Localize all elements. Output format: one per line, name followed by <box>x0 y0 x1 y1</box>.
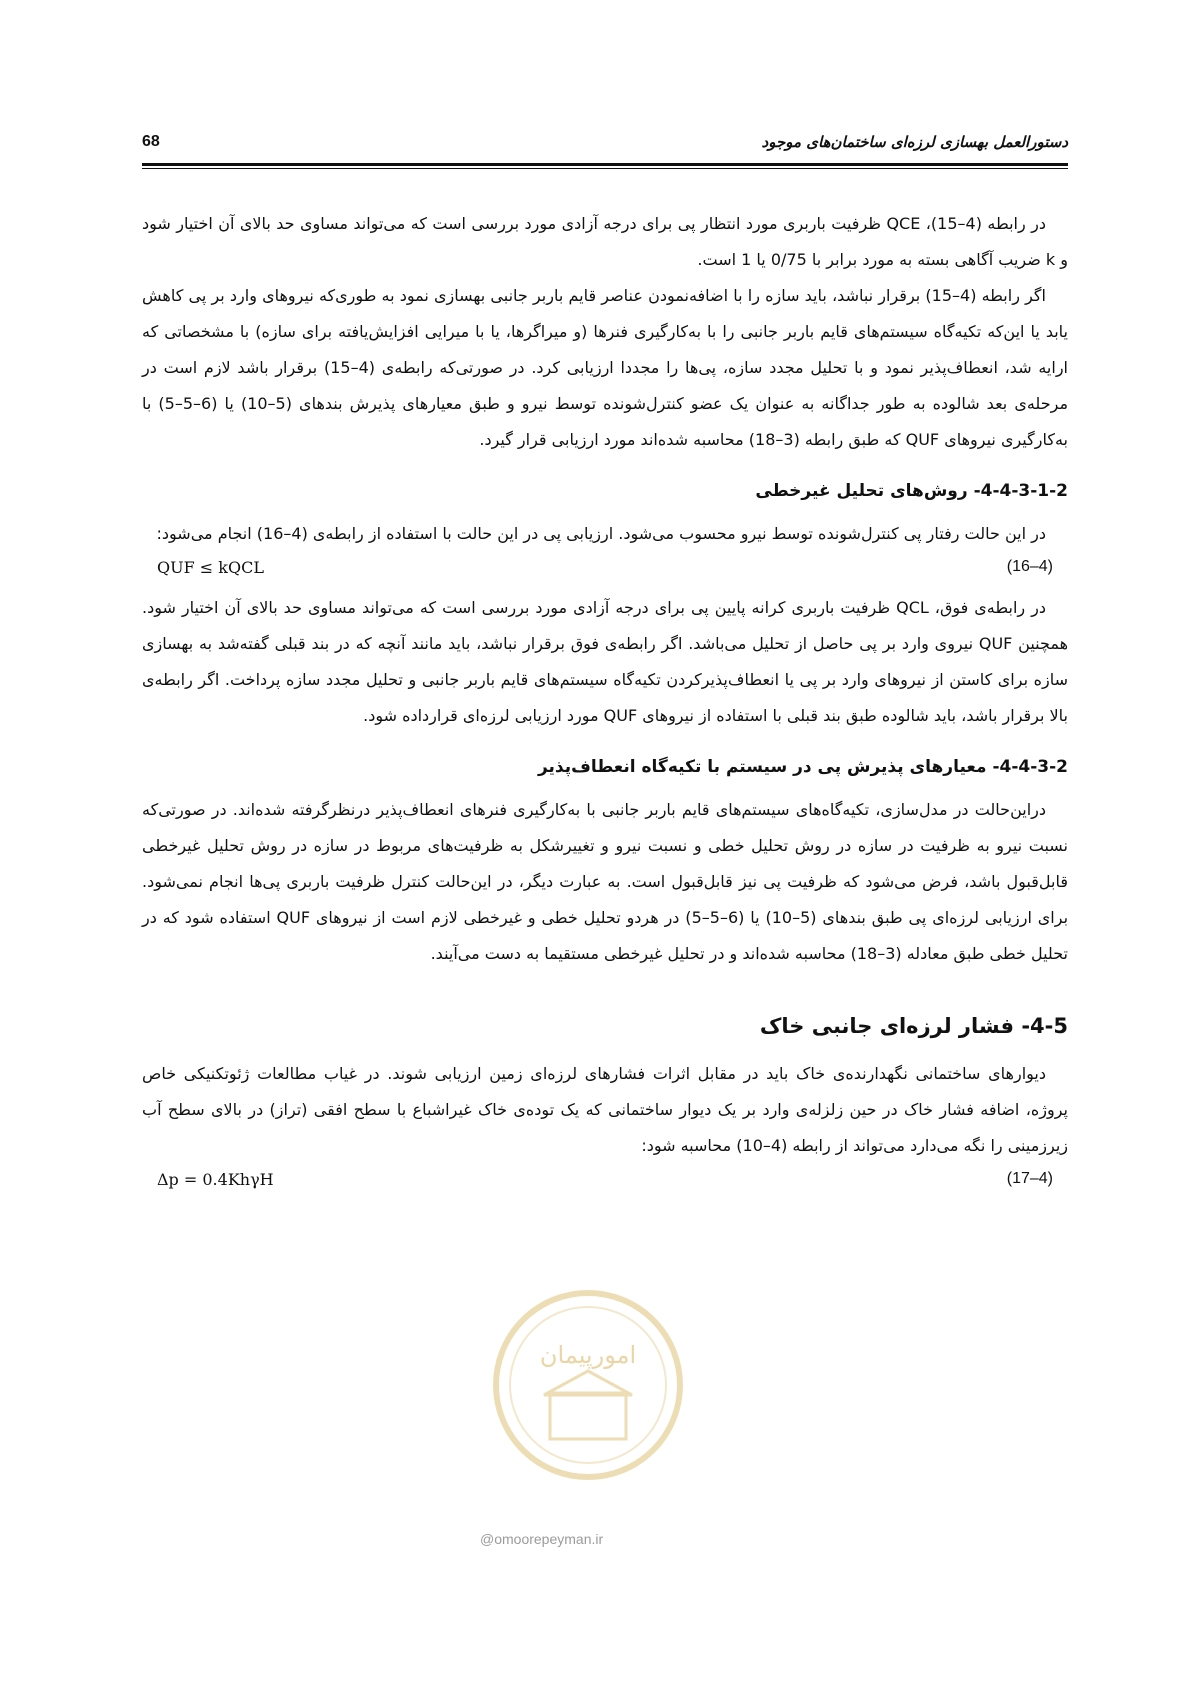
heading-nonlinear-methods: 4-4-3-1-2- روش‌های تحلیل غیرخطی <box>755 481 1068 501</box>
paragraph-nonlinear-intro: در این حالت رفتار پی کنترل‌شونده توسط نیرو محسوب می‌شود. ارزیابی پی در این حالت با استفاده از رابطه‌ی (4–16) انجام می‌شود: <box>156 524 1046 543</box>
page-content <box>142 206 1068 1202</box>
page-header <box>142 133 1068 159</box>
paragraph-retrofit: اگر رابطه (4–15) برقرار نباشد، باید سازه را با اضافه‌نمودن عناصر قایم باربر جانبی بهسازی نمود به طوری‌که نیروهای وارد بر پی کاهش یابد یا این‌که تکیه‌گاه سیستم‌های قایم باربر جانبی را با به‌کارگیری فنرها (و میراگرها، یا با میرایی افزایش‌یافته برای سازه) با مشخصاتی که ارایه شد، انعطاف‌پذیر نمود و با تحلیل مجدد سازه، پی‌ها را مجددا ارزیابی کرد. در صورتی‌که رابطه‌ی (4–15) برقرار باشد لازم است در مرحله‌ی بعد شالوده به طور جداگانه به عنوان یک عضو کنترل‌شونده توسط نیرو و طبق معیارهای پذیرش بندهای (5–10) یا (6–5–5) با به‌کارگیری نیروهای QUF که طبق رابطه (3–18) محاسبه شده‌اند مورد ارزیابی قرار گیرد. <box>142 286 1069 449</box>
header-rule-thick <box>142 163 1068 166</box>
equation-16 <box>142 552 1068 590</box>
equation-formula: QUF ≤ kQCL <box>157 558 264 577</box>
heading-flexible-support: 4-4-3-2- معیارهای پذیرش پی در سیستم با تکیه‌گاه انعطاف‌پذیر <box>537 757 1068 777</box>
heading-soil-pressure: 4-5- فشار لرزه‌ای جانبی خاک <box>759 1014 1068 1038</box>
watermark-logo-text: امورپیمان <box>539 1341 637 1369</box>
paragraph-qce: در رابطه (4–15)، QCE ظرفیت باربری مورد انتظار پی برای درجه آزادی مورد بررسی است که می‌تواند مساوی حد بالای آن اختیار شود و k ضریب آگاهی بسته به مورد برابر با 0/75 یا 1 است. <box>142 214 1068 269</box>
equation-number: (17–4) <box>1006 1170 1053 1187</box>
page-number: 68 <box>142 133 160 150</box>
equation-number: (16–4) <box>1006 558 1053 575</box>
paragraph-nonlinear-body: در رابطه‌ی فوق، QCL ظرفیت باربری کرانه پایین پی برای درجه آزادی مورد بررسی است که می‌تواند مساوی حد بالای آن اختیار شود. همچنین QUF نیروی وارد بر پی حاصل از تحلیل می‌باشد. اگر رابطه‌ی فوق برقرار نباشد، باید مانند آنچه که در بند قبلی گفته‌شد به بهسازی سازه برای کاستن از نیروهای وارد بر پی یا انعطاف‌پذیرکردن تکیه‌گاه سیستم‌های قایم باربر جانبی و تحلیل مجدد سازه پرداخت. اگر رابطه‌ی بالا برقرار باشد، باید شالوده طبق بند قبلی با استفاده از نیروهای QUF مورد ارزیابی لرزه‌ای قرارداده شود. <box>142 598 1069 725</box>
equation-formula: Δp = 0.4KhγH <box>157 1170 274 1189</box>
paragraph-flexible-body: دراین‌حالت در مدل‌سازی، تکیه‌گاه‌های سیستم‌های قایم باربر جانبی با به‌کارگیری فنرهای انعطاف‌پذیر درنظرگرفته شده‌اند. در صورتی‌که نسبت نیرو به ظرفیت در سازه در روش تحلیل خطی و نسبت نیرو و تغییرشکل به ظرفیت‌های مربوط در سازه در روش تحلیل غیرخطی قابل‌قبول باشد، فرض می‌شود که ظرفیت پی نیز قابل‌قبول است. به عبارت دیگر، در این‌حالت کنترل ظرفیت باربری پی‌ها انجام نمی‌شود. برای ارزیابی لرزه‌ای پی طبق بندهای (5–10) یا (6–5–5) در هردو تحلیل خطی و غیرخطی لازم است از نیروهای QUF استفاده شود که در تحلیل خطی طبق معادله (3–18) محاسبه شده‌اند و در تحلیل غیرخطی مستقیما به دست می‌آیند. <box>142 800 1069 963</box>
equation-17 <box>142 1164 1068 1202</box>
running-title: دستورالعمل بهسازی لرزه‌ای ساختمان‌های موجود <box>761 133 1068 151</box>
watermark-url: @omoorepeyman.ir <box>480 1531 604 1547</box>
paragraph-soil-body: دیوارهای ساختمانی نگهدارنده‌ی خاک باید در مقابل اثرات فشارهای لرزه‌ای زمین ارزیابی شوند. در غیاب مطالعات ژئوتکنیکی خاص پروژه، اضافه فشار خاک در حین زلزله‌ی وارد بر یک دیوار ساختمانی که یک توده‌ی خاک غیراشباع با سطح افقی (تراز) در بالای سطح آب زیرزمینی را نگه می‌دارد می‌تواند از رابطه (4–10) محاسبه شود: <box>142 1064 1068 1155</box>
watermark-logo-icon <box>488 1285 688 1485</box>
header-rule-thin <box>142 168 1068 169</box>
